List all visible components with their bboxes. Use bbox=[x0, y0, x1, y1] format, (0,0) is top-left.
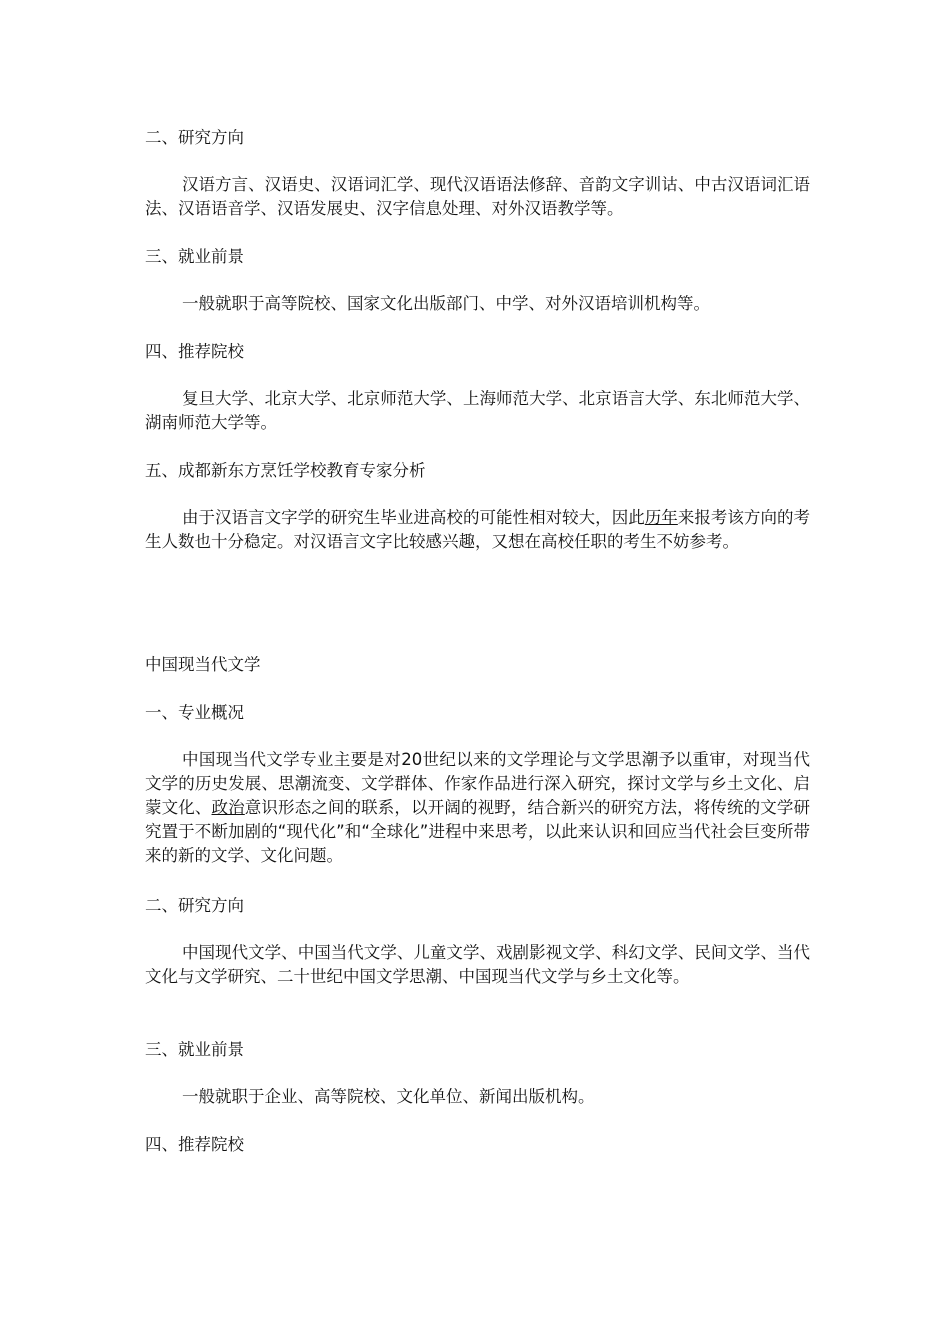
link-politics[interactable]: 政治 bbox=[211, 798, 245, 817]
section-heading-research-direction-2: 二、研究方向 bbox=[145, 896, 244, 915]
section-heading-recommended-schools-2: 四、推荐院校 bbox=[145, 1135, 244, 1154]
overview-text-part-2: 意识形态之间的联系，以开阔的视野，结合新兴的研究方法，将传统的文学研究置于不断加剧的“现代化”和“全球化”进程中来思考，以此来认识和回应当代社会巨变所带来的新的文学、文化问题。 bbox=[145, 798, 811, 865]
section-title-modern-literature: 中国现当代文学 bbox=[145, 655, 261, 674]
section-heading-research-direction: 二、研究方向 bbox=[145, 128, 244, 147]
paragraph-research-direction: 汉语方言、汉语史、汉语词汇学、现代汉语语法修辞、音韵文字训诂、中古汉语词汇语法、汉语语音学、汉语发展史、汉字信息处理、对外汉语教学等。 bbox=[145, 175, 810, 218]
section-heading-employment-2: 三、就业前景 bbox=[145, 1040, 244, 1059]
section-heading-employment: 三、就业前景 bbox=[145, 247, 244, 266]
analysis-text-part-1: 由于汉语言文字学的研究生毕业进高校的可能性相对较大，因此 bbox=[182, 508, 645, 527]
paragraph-recommended-schools: 复旦大学、北京大学、北京师范大学、上海师范大学、北京语言大学、东北师范大学、湖南师范大学等。 bbox=[145, 389, 810, 432]
section-heading-overview: 一、专业概况 bbox=[145, 703, 244, 722]
link-linian[interactable]: 历年 bbox=[644, 508, 678, 527]
paragraph-research-direction-2: 中国现代文学、中国当代文学、儿童文学、戏剧影视文学、科幻文学、民间文学、当代文化与文学研究、二十世纪中国文学思潮、中国现当代文学与乡土文化等。 bbox=[145, 943, 810, 986]
paragraph-expert-analysis bbox=[145, 506, 810, 554]
analysis-text-part-2: 来报考该方向的考生人数也十分稳定。对汉语言文字比较感兴趣，又想在高校任职的考生不妨参考。 bbox=[145, 508, 811, 551]
paragraph-overview bbox=[145, 748, 810, 868]
paragraph-employment-2: 一般就职于企业、高等院校、文化单位、新闻出版机构。 bbox=[182, 1087, 595, 1106]
overview-text-part-1: 中国现当代文学专业主要是对20世纪以来的文学理论与文学思潮予以重审，对现当代文学的历史发展、思潮流变、文学群体、作家作品进行深入研究，探讨文学与乡土文化、启蒙文化、 bbox=[145, 750, 810, 817]
section-heading-recommended-schools: 四、推荐院校 bbox=[145, 342, 244, 361]
section-heading-expert-analysis: 五、成都新东方烹饪学校教育专家分析 bbox=[145, 461, 426, 480]
paragraph-employment: 一般就职于高等院校、国家文化出版部门、中学、对外汉语培训机构等。 bbox=[182, 294, 710, 313]
